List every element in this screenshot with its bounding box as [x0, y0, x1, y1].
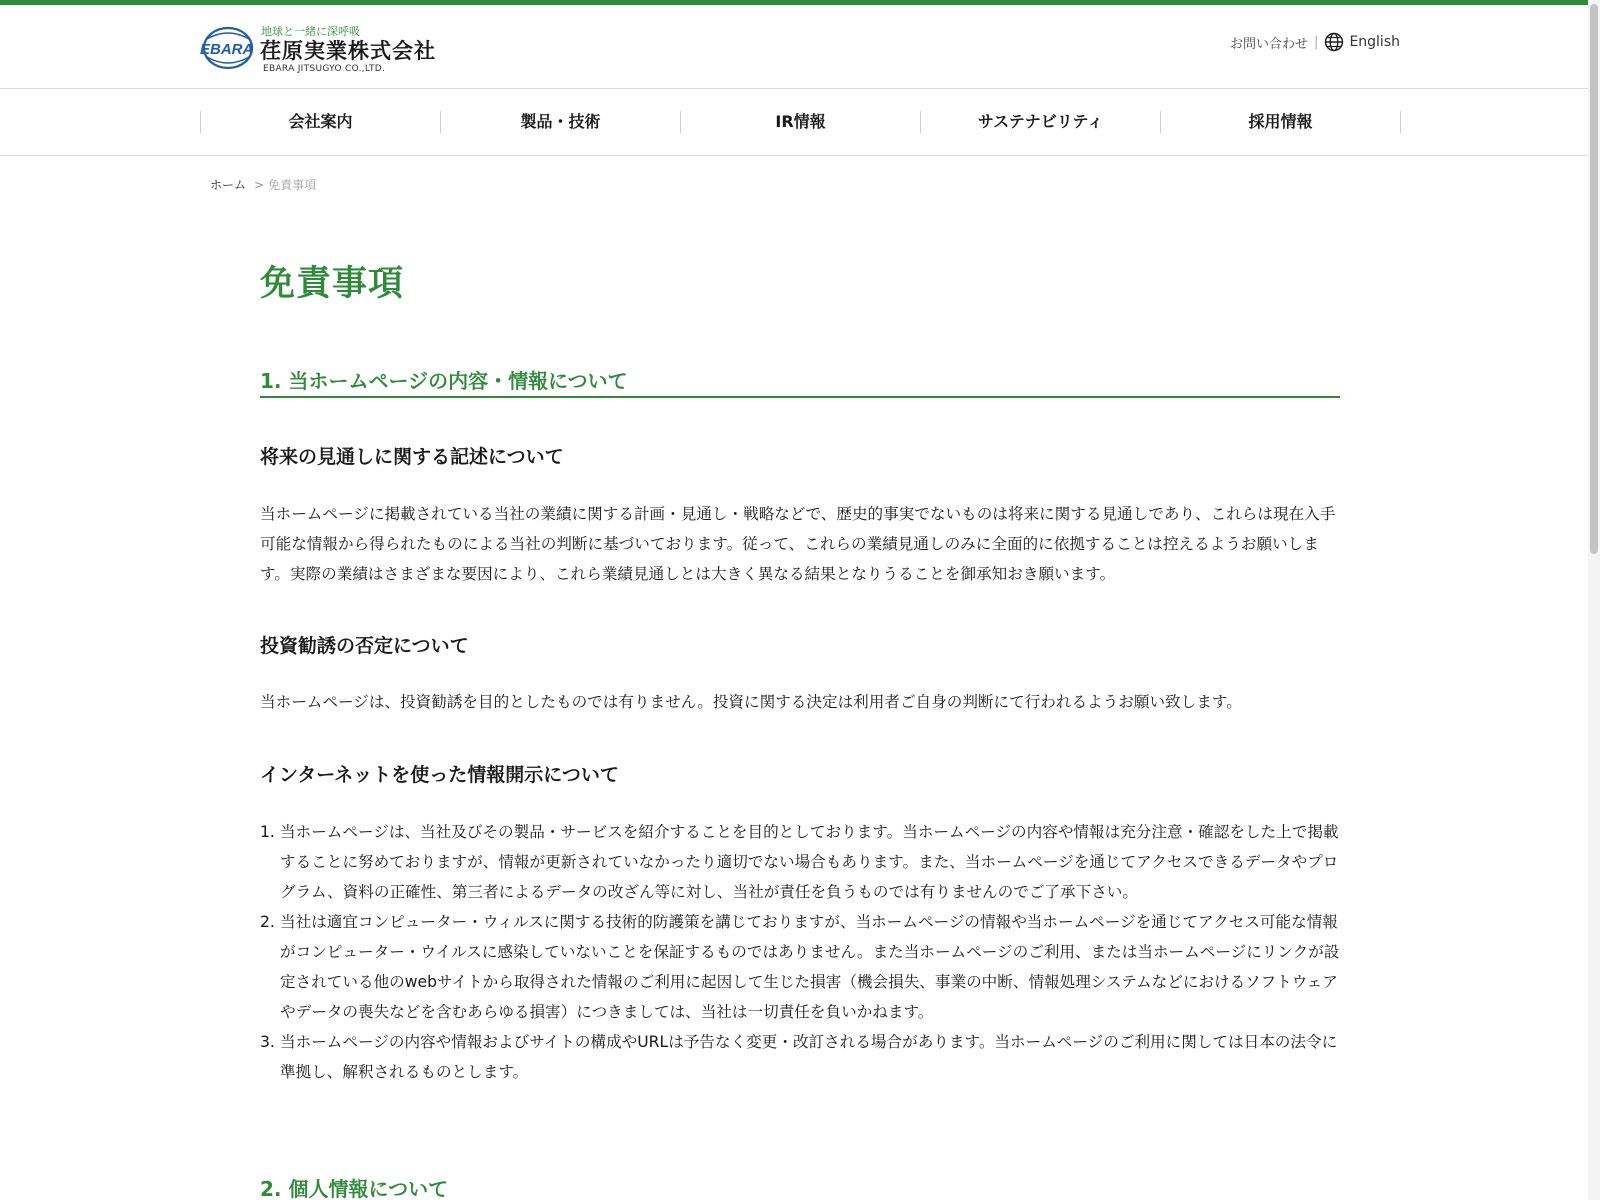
nav-item-recruit[interactable]: 採用情報 [1161, 111, 1401, 133]
nav-item-company[interactable]: 会社案内 [201, 111, 441, 133]
list-item-text: 当社は適宜コンピューター・ウィルスに関する技術的防護策を講じておりますが、当ホームページの情報や当ホームページを通じてアクセス可能な情報がコンピューター・ウイルスに感染していないことを保証するものではありません。また当ホームページのご利用、または当ホームページにリンクが設定されている他のwebサイトから取得された情報のご利用に起因して生じた損害（機会損失、事業の中断、情報処理システムなどにおけるソフトウェアやデータの喪失などを含むあらゆる損害）につきましては、当社は一切責任を負いかねます。 [280, 913, 1340, 1021]
company-name: 荏原実業株式会社 [260, 39, 436, 63]
page-title: 免責事項 [260, 264, 405, 304]
paragraph-investment: 当ホームページは、投資勧誘を目的としたものでは有りません。投資に関する決定は利用者ご自身の判断にて行われるようお願い致します。 [260, 693, 1242, 711]
breadcrumb-current: 免責事項 [268, 178, 317, 192]
breadcrumb-separator: > [254, 178, 265, 192]
paragraph-forward-looking: 当ホームページに掲載されている当社の業績に関する計画・見通し・戦略などで、歴史的事実でないものは将来に関する見通しであり、これらは現在入手可能な情報から得られたものによる当社の判断に基づいております。従って、これらの業績見通しのみに全面的に依拠することは控えるようお願いします。実際の業績はさまざまな要因により、これら業績見通しとは大きく異なる結果となりうることを御承知おき願います。 [260, 505, 1336, 583]
subheading-internet-disclosure: インターネットを使った情報開示について [260, 764, 619, 786]
logo-mark-text: EBARA [200, 41, 254, 58]
list-item [260, 1027, 1340, 1087]
breadcrumb [210, 176, 316, 193]
site-header [0, 5, 1600, 89]
list-item-number: 3. [260, 1033, 275, 1051]
subheading-forward-looking: 将来の見通しに関する記述について [260, 446, 564, 468]
nav-item-products[interactable]: 製品・技術 [441, 111, 681, 133]
section-heading-1: 1. 当ホームページの内容・情報について [260, 366, 1340, 398]
company-logo[interactable] [199, 19, 459, 79]
subheading-investment: 投資勧誘の否定について [260, 635, 469, 657]
breadcrumb-home[interactable]: ホーム [210, 178, 247, 192]
contact-link[interactable]: お問い合わせ [1230, 36, 1309, 52]
ebara-logo-icon [199, 25, 257, 71]
english-link[interactable]: English [1349, 34, 1400, 50]
utility-separator: | [1314, 34, 1319, 50]
list-item-text: 当ホームページの内容や情報およびサイトの構成やURLは予告なく変更・改訂される場合があります。当ホームページのご利用に関しては日本の法令に準拠し、解釈されるものとします。 [280, 1033, 1338, 1081]
company-name-en: EBARA JITSUGYO CO.,LTD. [263, 64, 386, 74]
scrollbar-thumb[interactable] [1590, 4, 1598, 554]
list-item-number: 2. [260, 913, 275, 931]
logo-tagline: 地球と一緒に深呼吸 [261, 25, 360, 38]
globe-icon[interactable] [1324, 32, 1344, 52]
list-item-number: 1. [260, 823, 275, 841]
section-heading-2: 2. 個人情報について [260, 1177, 449, 1201]
nav-item-ir[interactable]: IR情報 [681, 111, 921, 133]
vertical-scrollbar[interactable] [1588, 0, 1600, 1200]
list-item [260, 907, 1340, 1027]
global-nav [0, 89, 1600, 156]
list-item [260, 817, 1340, 907]
list-item-text: 当ホームページは、当社及びその製品・サービスを紹介することを目的としております。当ホームページの内容や情報は充分注意・確認をした上で掲載することに努めておりますが、情報が更新されていなかったり適切でない場合もあります。また、当ホームページを通じてアクセスできるデータやプログラム、資料の正確性、第三者によるデータの改ざん等に対し、当社が責任を負うものでは有りませんのでご了承下さい。 [280, 823, 1339, 901]
main-content [260, 256, 1340, 1201]
disclosure-list [260, 817, 1340, 1087]
utility-links [1230, 32, 1400, 52]
nav-item-sustainability[interactable]: サステナビリティ [921, 111, 1161, 133]
global-nav-list [200, 111, 1401, 133]
